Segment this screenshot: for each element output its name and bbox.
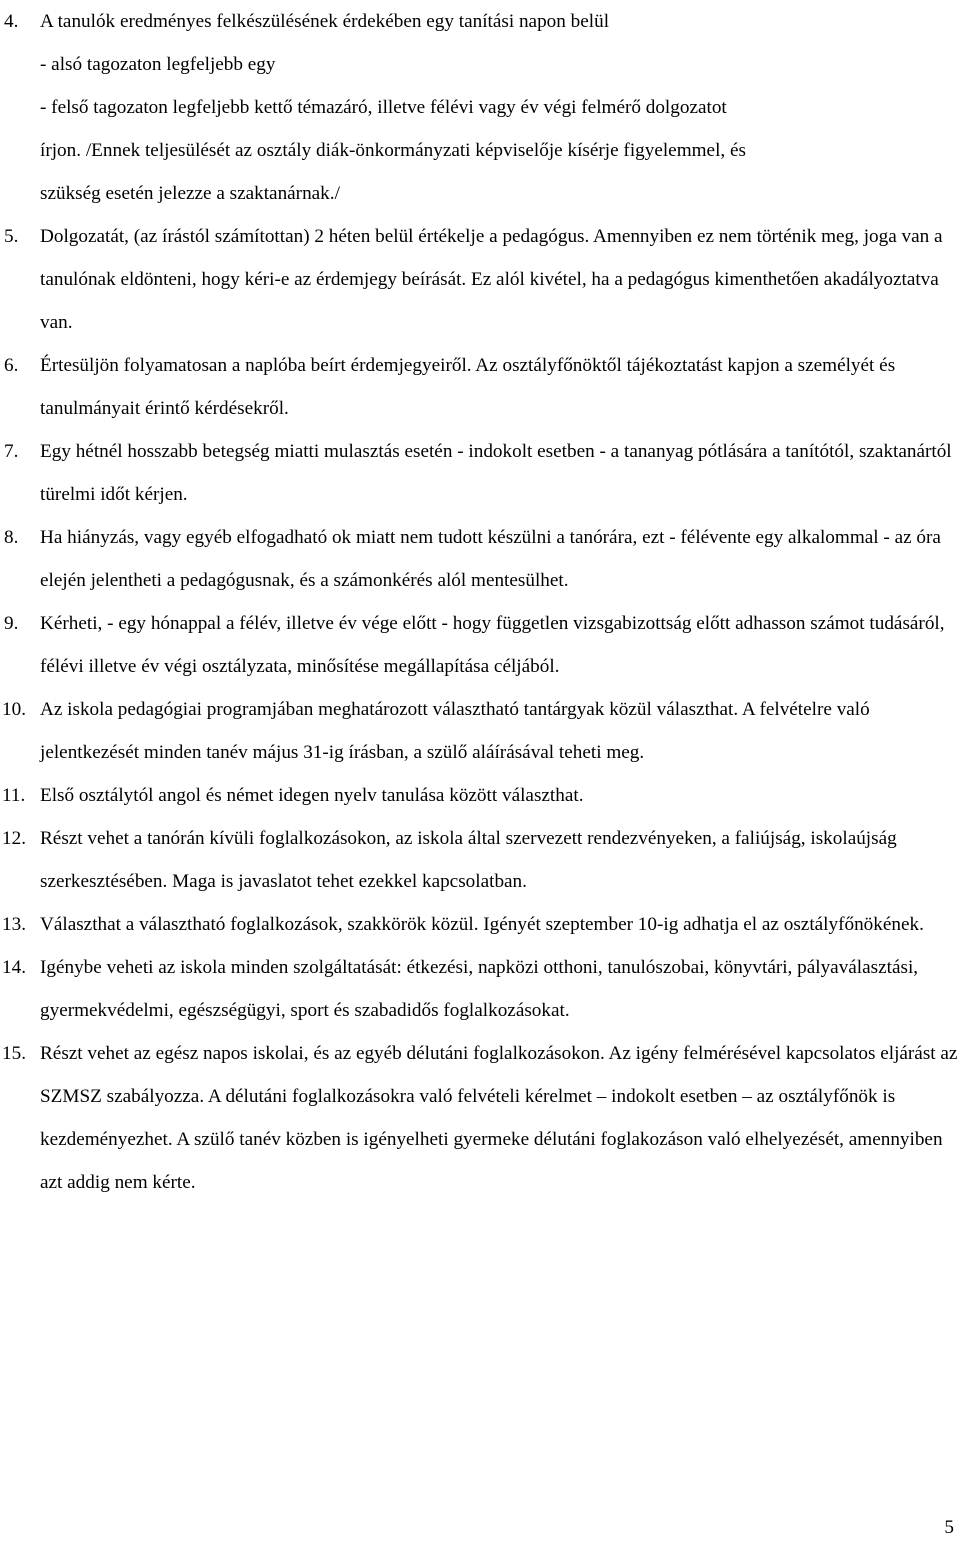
list-item-5 xyxy=(0,215,960,344)
list-item-7 xyxy=(0,430,960,516)
item-text: Ha hiányzás, vagy egyéb elfogadható ok miatt nem tudott készülni a tanórára, ezt - félévente egy alkalommal - az óra elején jelentheti a pedagógusnak, és a számonkérés alól mentesülhet. xyxy=(40,527,941,591)
item-number: 13. xyxy=(2,914,26,935)
page-number: 5 xyxy=(944,1517,954,1538)
item-number: 8. xyxy=(4,527,19,548)
item-line: A tanulók eredményes felkészülésének érdekében egy tanítási napon belül xyxy=(40,11,610,32)
item-number: 4. xyxy=(4,11,19,32)
item-number: 14. xyxy=(2,957,26,978)
item-line: írjon. /Ennek teljesülését az osztály diák-önkormányzati képviselője kísérje figyelemmel, és xyxy=(40,140,746,161)
list-item-12 xyxy=(0,817,960,903)
item-text: Igénybe veheti az iskola minden szolgáltatását: étkezési, napközi otthoni, tanulószobai, könyvtári, pályaválasztási, gyermekvédelmi, egészségügyi, sport és szabadidős foglalkozásokat. xyxy=(40,957,919,1021)
list-item-13 xyxy=(0,903,960,946)
item-text: Első osztálytól angol és német idegen nyelv tanulása között választhat. xyxy=(40,785,584,806)
list-item-6 xyxy=(0,344,960,430)
list-item-10 xyxy=(0,688,960,774)
list-item-14 xyxy=(0,946,960,1032)
list-item-9 xyxy=(0,602,960,688)
item-text: Kérheti, - egy hónappal a félév, illetve év vége előtt - hogy független vizsgabizottság előtt adhasson számot tudásáról, félévi illetve év végi osztályzata, minősítése megállapítása céljából. xyxy=(40,613,945,677)
item-text: Részt vehet az egész napos iskolai, és az egyéb délutáni foglalkozásokon. Az igény felmérésével kapcsolatos eljárást az SZMSZ szabályozza. A délutáni foglalkozásokra való felvételi kérelmet – indokolt esetben – az osztályfőnök is kezdeményezhet. A szülő tanév közben is igényelheti gyermeke délutáni foglakozáson való elhelyezését, amennyiben azt addig nem kérte. xyxy=(40,1043,958,1193)
item-number: 6. xyxy=(4,355,19,376)
item-text: Egy hétnél hosszabb betegség miatti mulasztás esetén - indokolt esetben - a tananyag pótlására a tanítótól, szaktanártól türelmi időt kérjen. xyxy=(40,441,952,505)
item-number: 5. xyxy=(4,226,19,247)
item-text: Választhat a választható foglalkozások, szakkörök közül. Igényét szeptember 10-ig adhatja el az osztályfőnökének. xyxy=(40,914,924,935)
list-item-4 xyxy=(0,0,960,215)
item-number: 7. xyxy=(4,441,19,462)
item-number: 11. xyxy=(2,785,26,806)
item-number: 9. xyxy=(4,613,19,634)
item-text: Részt vehet a tanórán kívüli foglalkozásokon, az iskola által szervezett rendezvényeken, a faliújság, iskolaújság szerkesztésében. Maga is javaslatot tehet ezekkel kapcsolatban. xyxy=(40,828,897,892)
item-number: 10. xyxy=(2,699,26,720)
item-text: Az iskola pedagógiai programjában meghatározott választható tantárgyak közül választhat. A felvételre való jelentkezését minden tanév május 31-ig írásban, a szülő aláírásával teheti meg. xyxy=(40,699,870,763)
item-number: 12. xyxy=(2,828,26,849)
item-line: - felső tagozaton legfeljebb kettő témazáró, illetve félévi vagy év végi felmérő dolgozatot xyxy=(40,97,727,118)
item-text: Értesüljön folyamatosan a naplóba beírt érdemjegyeiről. Az osztályfőnöktől tájékoztatást kapjon a személyét és tanulmányait érintő kérdésekről. xyxy=(40,355,896,419)
list-item-11 xyxy=(0,774,960,817)
item-line: - alsó tagozaton legfeljebb egy xyxy=(40,54,276,75)
list-item-15 xyxy=(0,1032,960,1204)
list-item-8 xyxy=(0,516,960,602)
item-number: 15. xyxy=(2,1043,26,1064)
item-text: Dolgozatát, (az írástól számítottan) 2 héten belül értékelje a pedagógus. Amennyiben ez nem történik meg, joga van a tanulónak eldönteni, hogy kéri-e az érdemjegy beírását. Ez alól kivétel, ha a pedagógus kimenthetően akadályoztatva van. xyxy=(40,226,943,333)
item-line: szükség esetén jelezze a szaktanárnak./ xyxy=(40,183,340,204)
item-text xyxy=(40,0,958,215)
